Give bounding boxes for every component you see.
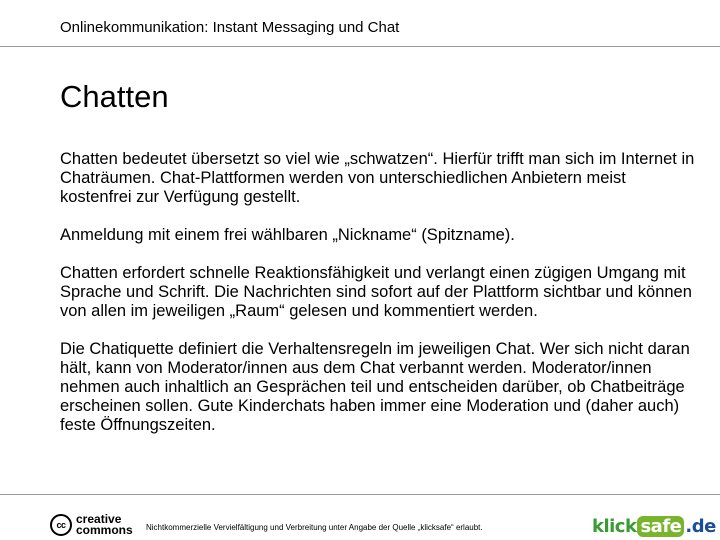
klicksafe-logo-klick: klick (592, 515, 637, 537)
creative-commons-logo (50, 512, 133, 538)
footer-divider (0, 494, 720, 495)
cc-wordmark (76, 514, 133, 536)
klicksafe-logo (592, 514, 716, 538)
slide-title: Chatten (60, 79, 169, 114)
cc-wordmark-line2: commons (76, 523, 133, 537)
license-note: Nichtkommerzielle Vervielfältigung und Verbreitung unter Angabe der Quelle „klicksafe“ erlaubt. (146, 523, 483, 532)
paragraph-definition: Chatten bedeutet übersetzt so viel wie „schwatzen“. Hierfür trifft man sich im Internet in Chaträumen. Chat-Plattformen werden von unterschiedlichen Anbietern meist kostenfrei zur Verfügung gestellt. (60, 150, 695, 206)
cc-badge-icon: cc (50, 514, 72, 536)
klicksafe-logo-safe: safe (637, 516, 684, 537)
paragraph-reaction: Chatten erfordert schnelle Reaktionsfähigkeit und verlangt einen zügigen Umgang mit Sprache und Schrift. Die Nachrichten sind sofort auf der Plattform sichtbar und können von allen im jeweiligen „Raum“ gelesen und kommentiert werden. (60, 264, 692, 320)
header-divider (0, 46, 720, 47)
paragraph-chatiquette: Die Chatiquette definiert die Verhaltensregeln im jeweiligen Chat. Wer sich nicht daran hält, kann von Moderator/innen aus dem Chat verbannt werden. Moderator/innen nehmen auch inhaltlich an Gesprächen teil und entscheiden darüber, ob Chatbeiträge erscheinen sollen. Gute Kinderchats haben immer eine Moderation und (daher auch) feste Öffnungszeiten. (60, 340, 690, 434)
paragraph-nickname: Anmeldung mit einem frei wählbaren „Nickname“ (Spitzname). (60, 226, 515, 244)
header-title: Onlinekommunikation: Instant Messaging und Chat (60, 19, 400, 36)
klicksafe-logo-de: .de (685, 515, 716, 537)
cc-wordmark-line1: creative (76, 512, 122, 526)
slide-body (60, 150, 700, 454)
